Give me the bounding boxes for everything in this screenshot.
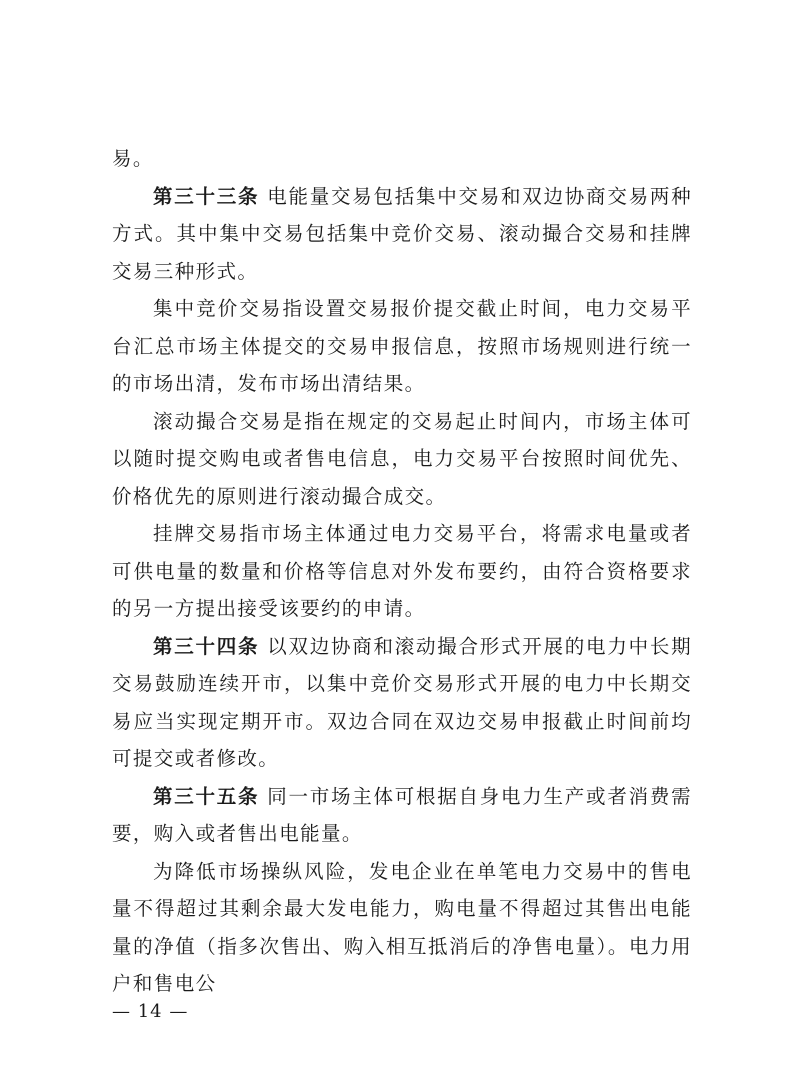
paragraph-text: 为降低市场操纵风险，发电企业在单笔电力交易中的售电量不得超过其剩余最大发电能力，购电量不得超过其售出电能量的净值（指多次售出、购入相互抵消后的净售电量）。电力用户和售电公 bbox=[112, 859, 692, 995]
paragraph-listing-trade bbox=[112, 515, 692, 628]
paragraph-text: 滚动撮合交易是指在规定的交易起止时间内，市场主体可以随时提交购电或者售电信息，电力交易平台按照时间优先、价格优先的原则进行滚动撮合成交。 bbox=[112, 409, 692, 508]
paragraph-market-manipulation bbox=[112, 853, 692, 1003]
article-heading: 第三十五条 bbox=[153, 784, 260, 808]
paragraph-rolling-matching bbox=[112, 403, 692, 516]
page-number: — 14 — bbox=[112, 1001, 189, 1022]
paragraph-centralized-bidding bbox=[112, 290, 692, 403]
paragraph-text: 集中竞价交易指设置交易报价提交截止时间，电力交易平台汇总市场主体提交的交易申报信息，按照市场规则进行统一的市场出清，发布市场出清结果。 bbox=[112, 297, 692, 395]
body-text bbox=[112, 140, 692, 1003]
paragraph-text: 以双边协商和滚动撮合形式开展的电力中长期交易鼓励连续开市，以集中竞价交易形式开展的电力中长期交易应当实现定期开市。双边合同在双边交易申报截止时间前均可提交或者修改。 bbox=[112, 634, 692, 770]
paragraph-text: 挂牌交易指市场主体通过电力交易平台，将需求电量或者可供电量的数量和价格等信息对外发布要约，由符合资格要求的另一方提出接受该要约的申请。 bbox=[112, 522, 692, 620]
paragraph-text: 同一市场主体可根据自身电力生产或者消费需要，购入或者售出电能量。 bbox=[112, 784, 692, 845]
article-heading: 第三十三条 bbox=[153, 184, 260, 208]
article-heading: 第三十四条 bbox=[153, 634, 260, 658]
article-35 bbox=[112, 778, 692, 853]
article-34 bbox=[112, 628, 692, 778]
article-33 bbox=[112, 178, 692, 291]
paragraph-continuation bbox=[112, 140, 692, 178]
paragraph-text: 电能量交易包括集中交易和双边协商交易两种方式。其中集中交易包括集中竞价交易、滚动撮合交易和挂牌交易三种形式。 bbox=[112, 184, 692, 283]
paragraph-text: 易。 bbox=[112, 147, 154, 170]
